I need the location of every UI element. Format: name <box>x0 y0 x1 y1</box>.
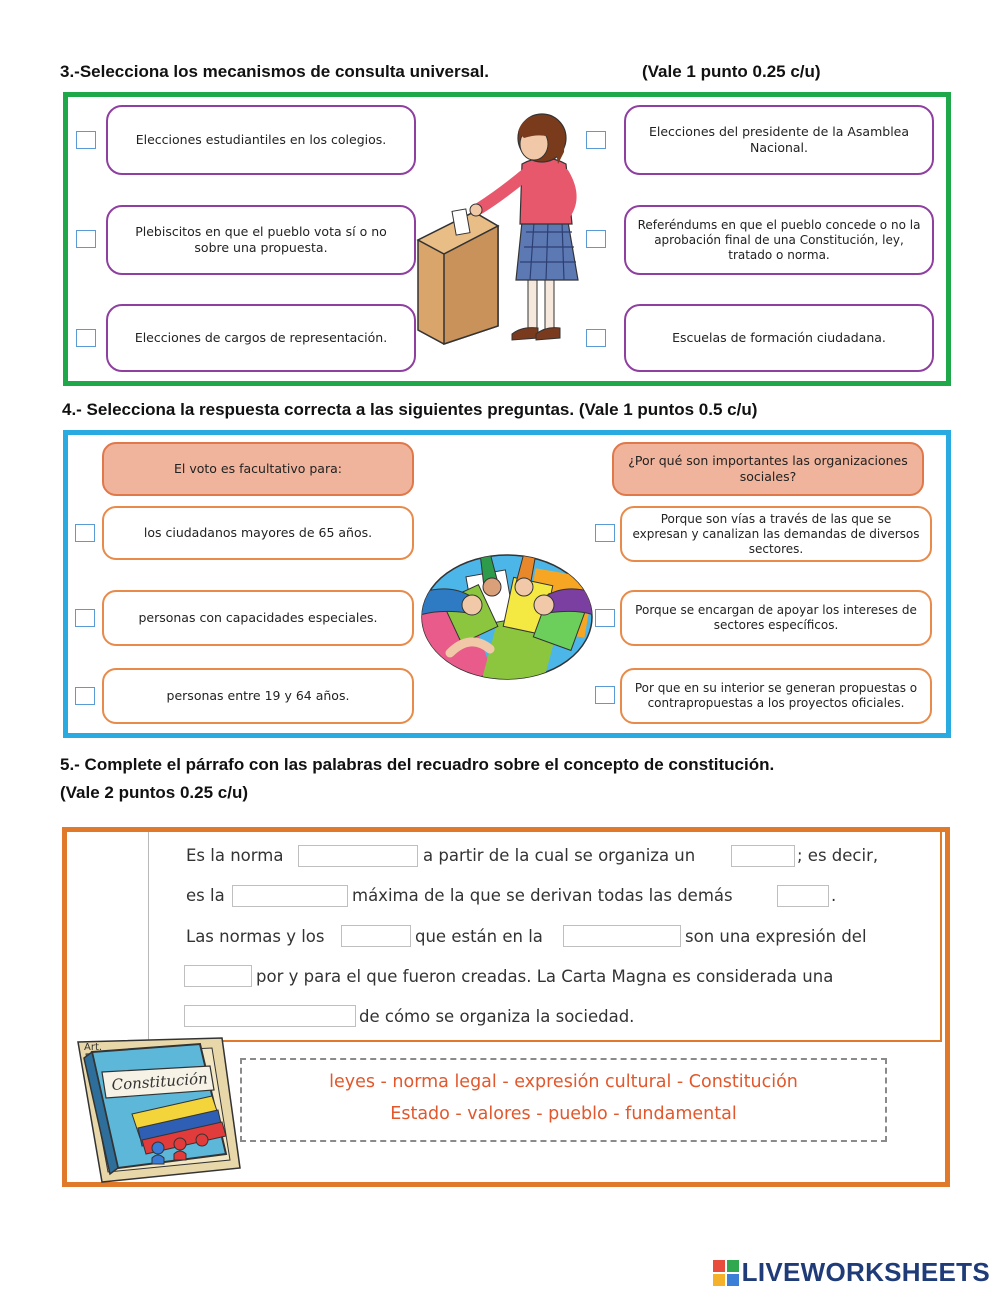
para-line1-c: ; es decir, <box>797 846 879 865</box>
para-line3-a: Las normas y los <box>186 927 325 946</box>
checkbox-s3-right-3[interactable] <box>586 329 606 347</box>
section3-title: 3.-Selecciona los mecanismos de consulta universal. <box>60 62 489 81</box>
checkbox-s4-q1-c[interactable] <box>75 687 95 705</box>
s4-q2-option-2: Porque se encargan de apoyar los intereses de sectores específicos. <box>620 590 932 646</box>
checkbox-s4-q1-b[interactable] <box>75 609 95 627</box>
section5-value: (Vale 2 puntos 0.25 c/u) <box>60 783 249 802</box>
blank-7[interactable] <box>184 965 252 987</box>
s4-question-2: ¿Por qué son importantes las organizaciones sociales? <box>612 442 924 496</box>
checkbox-s4-q1-a[interactable] <box>75 524 95 542</box>
checkbox-s3-right-1[interactable] <box>586 131 606 149</box>
logo-blocks-icon <box>713 1260 739 1286</box>
word-bank-line1: leyes - norma legal - expresión cultural - Constitución <box>329 1072 798 1092</box>
section3-value: (Vale 1 punto 0.25 c/u) <box>642 62 821 81</box>
para-line2-b: máxima de la que se derivan todas las demás <box>352 886 733 905</box>
checkbox-s4-q2-c[interactable] <box>595 686 615 704</box>
para-line1-a: Es la norma <box>186 846 284 865</box>
checkbox-s3-right-2[interactable] <box>586 230 606 248</box>
checkbox-s3-left-1[interactable] <box>76 131 96 149</box>
word-bank-box <box>240 1058 887 1142</box>
book-tag: Art. <box>84 1042 103 1053</box>
para-line2-a: es la <box>186 886 225 905</box>
blank-2[interactable] <box>731 845 795 867</box>
blank-4[interactable] <box>777 885 829 907</box>
section5-title: 5.- Complete el párrafo con las palabras del recuadro sobre el concepto de constitución. <box>60 755 775 774</box>
liveworksheets-logo <box>713 1257 990 1288</box>
s3-option-left-2: Plebiscitos en que el pueblo vota sí o no sobre una propuesta. <box>106 205 416 275</box>
s4-question-1: El voto es facultativo para: <box>102 442 414 496</box>
blank-6[interactable] <box>563 925 681 947</box>
s4-q1-option-2: personas con capacidades especiales. <box>102 590 414 646</box>
s3-option-left-3: Elecciones de cargos de representación. <box>106 304 416 372</box>
para-line3-c: son una expresión del <box>685 927 867 946</box>
s3-option-right-3: Escuelas de formación ciudadana. <box>624 304 934 372</box>
blank-5[interactable] <box>341 925 411 947</box>
blank-1[interactable] <box>298 845 418 867</box>
checkbox-s4-q2-b[interactable] <box>595 609 615 627</box>
s4-q2-option-3: Por que en su interior se generan propuestas o contrapropuestas a los proyectos oficiales. <box>620 668 932 724</box>
para-line1-b: a partir de la cual se organiza un <box>423 846 696 865</box>
girl-voting-illustration <box>414 112 586 348</box>
s3-option-right-1: Elecciones del presidente de la Asamblea Nacional. <box>624 105 934 175</box>
book-title: Constitución <box>111 1069 209 1094</box>
para-line2-c: . <box>831 886 837 905</box>
checkbox-s3-left-2[interactable] <box>76 230 96 248</box>
s4-q1-option-1: los ciudadanos mayores de 65 años. <box>102 506 414 560</box>
hands-voting-illustration <box>420 553 594 681</box>
s4-q2-option-1: Porque son vías a través de las que se expresan y canalizan las demandas de diversos sectores. <box>620 506 932 562</box>
checkbox-s3-left-3[interactable] <box>76 329 96 347</box>
section4-title: 4.- Selecciona la respuesta correcta a las siguientes preguntas. (Vale 1 puntos 0.5 c/u) <box>62 400 758 419</box>
para-line5: de cómo se organiza la sociedad. <box>359 1007 635 1026</box>
s3-option-right-2: Referéndums en que el pueblo concede o no la aprobación final de una Constitución, ley, tratado o norma. <box>624 205 934 275</box>
checkbox-s4-q2-a[interactable] <box>595 524 615 542</box>
para-line4: por y para el que fueron creadas. La Carta Magna es considerada una <box>256 967 834 986</box>
logo-text: LIVEWORKSHEETS <box>741 1257 990 1287</box>
para-line3-b: que están en la <box>415 927 543 946</box>
word-bank-line2: Estado - valores - pueblo - fundamental <box>390 1104 737 1124</box>
constitution-book-illustration <box>72 1036 244 1184</box>
blank-3[interactable] <box>232 885 348 907</box>
s4-q1-option-3: personas entre 19 y 64 años. <box>102 668 414 724</box>
blank-8[interactable] <box>184 1005 356 1027</box>
s3-option-left-1: Elecciones estudiantiles en los colegios. <box>106 105 416 175</box>
